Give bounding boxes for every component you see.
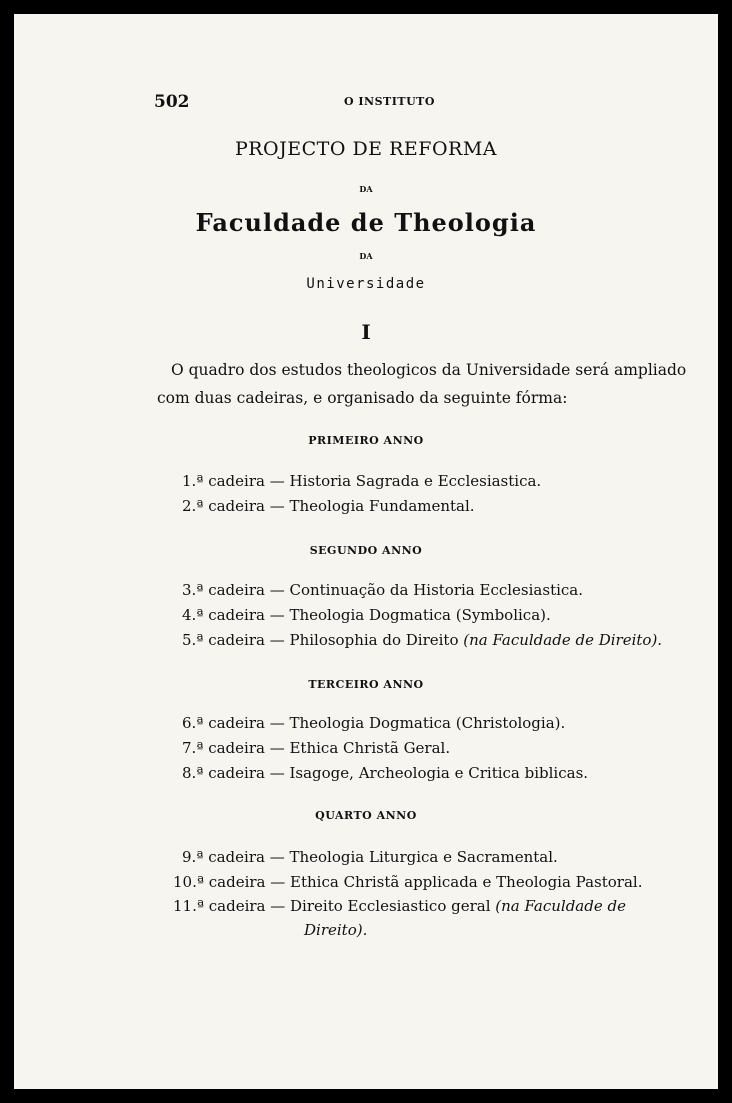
course-item bbox=[173, 897, 626, 915]
course-note: (na Faculdade de bbox=[495, 897, 626, 915]
title-da-2: DA bbox=[359, 251, 373, 261]
course-text: Historia Sagrada e Ecclesiastica. bbox=[289, 472, 542, 490]
university-title: Universidade bbox=[306, 276, 426, 292]
course-label: 10.ª cadeira — bbox=[173, 873, 291, 891]
course-text: Isagoge, Archeologia e Critica biblicas. bbox=[289, 764, 589, 782]
course-item bbox=[182, 739, 450, 757]
title-da-1: DA bbox=[359, 184, 373, 194]
running-title: O INSTITUTO bbox=[344, 95, 435, 108]
intro-line-1: O quadro dos estudos theologicos da Universidade será ampliado bbox=[171, 361, 687, 379]
year-heading-2: SEGUNDO ANNO bbox=[309, 544, 423, 557]
course-label: 5.ª cadeira — bbox=[182, 631, 290, 649]
course-label: 1.ª cadeira — bbox=[182, 472, 290, 490]
section-number: I bbox=[361, 320, 371, 344]
course-item bbox=[182, 472, 541, 490]
course-label: 2.ª cadeira — bbox=[182, 497, 290, 515]
course-text: Theologia Dogmatica (Symbolica). bbox=[289, 606, 551, 624]
year-heading-4: QUARTO ANNO bbox=[315, 809, 417, 822]
course-label: 3.ª cadeira — bbox=[182, 581, 290, 599]
course-item bbox=[173, 873, 642, 891]
page-number: 502 bbox=[154, 92, 190, 112]
intro-line-2: com duas cadeiras, e organisado da seguinte fórma: bbox=[157, 389, 568, 407]
course-text: Theologia Fundamental. bbox=[289, 497, 475, 515]
course-label: 8.ª cadeira — bbox=[182, 764, 290, 782]
course-text: Ethica Christã Geral. bbox=[289, 739, 451, 757]
course-item bbox=[182, 848, 558, 866]
book-page bbox=[14, 14, 718, 1089]
document-title: PROJECTO DE REFORMA bbox=[234, 138, 498, 160]
course-text: Ethica Christã applicada e Theologia Pastoral. bbox=[290, 873, 643, 891]
course-item bbox=[182, 631, 662, 649]
course-text: Theologia Dogmatica (Christologia). bbox=[289, 714, 566, 732]
course-item bbox=[182, 581, 583, 599]
course-label: 7.ª cadeira — bbox=[182, 739, 290, 757]
course-label: 11.ª cadeira — bbox=[173, 897, 291, 915]
year-heading-1: PRIMEIRO ANNO bbox=[308, 434, 424, 447]
year-heading-3: TERCEIRO ANNO bbox=[308, 678, 424, 691]
course-text: Philosophia do Direito bbox=[289, 631, 464, 649]
course-label: 6.ª cadeira — bbox=[182, 714, 290, 732]
course-label: 4.ª cadeira — bbox=[182, 606, 290, 624]
course-text: Continuação da Historia Ecclesiastica. bbox=[289, 581, 584, 599]
course-text: Theologia Liturgica e Sacramental. bbox=[289, 848, 558, 866]
course-item bbox=[182, 497, 475, 515]
course-item bbox=[182, 606, 551, 624]
course-item bbox=[182, 764, 588, 782]
course-label: 9.ª cadeira — bbox=[182, 848, 290, 866]
course-note-continuation: Direito). bbox=[304, 921, 368, 939]
course-note: (na Faculdade de Direito). bbox=[463, 631, 663, 649]
course-item bbox=[182, 714, 565, 732]
course-text: Direito Ecclesiastico geral bbox=[290, 897, 496, 915]
faculty-title: Faculdade de Theologia bbox=[195, 208, 537, 237]
